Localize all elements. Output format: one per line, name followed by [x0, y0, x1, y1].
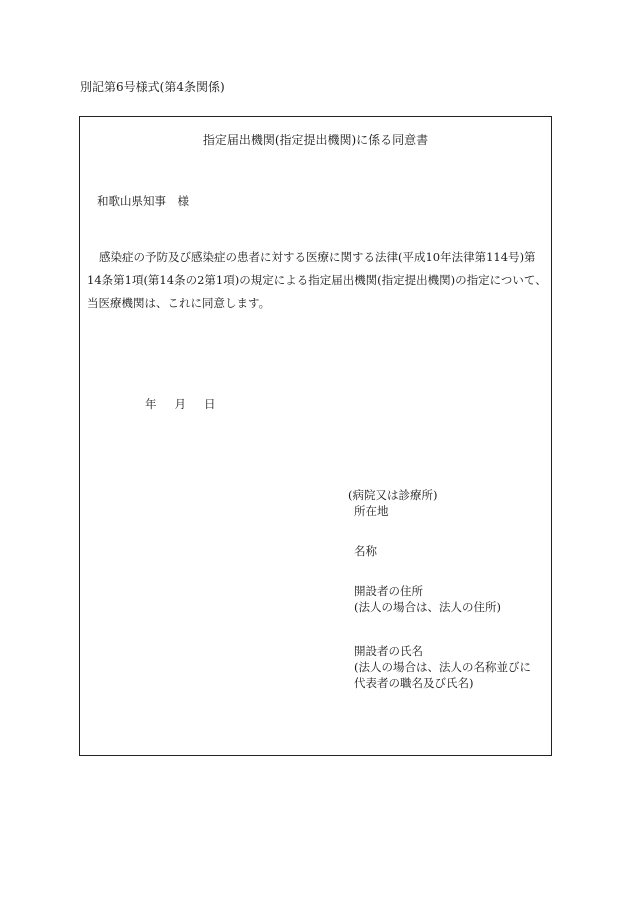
form-number-label: 別記第6号様式(第4条関係)	[80, 80, 225, 94]
consent-body-text: 感染症の予防及び感染症の患者に対する医療に関する法律(平成10年法律第114号)第14条第1項(第14条の2第1項)の規定による指定届出機関(指定提出機関)の指定について、当医療機関は、これに同意します。	[87, 250, 547, 310]
date-line	[145, 397, 216, 411]
founder-name-label: 開設者の氏名	[354, 644, 423, 658]
date-month-label: 月	[174, 397, 186, 411]
facility-category: (病院又は診療所)	[348, 488, 438, 502]
signature-block	[348, 487, 531, 691]
founder-address-note: (法人の場合は、法人の住所)	[354, 600, 501, 614]
document-title: 指定届出機関(指定提出機関)に係る同意書	[202, 133, 429, 147]
date-day-label: 日	[204, 397, 216, 411]
consent-form-frame	[79, 116, 552, 756]
founder-address-label: 開設者の住所	[354, 584, 423, 598]
facility-name-label: 名称	[354, 544, 377, 558]
addressee: 和歌山県知事 様	[97, 194, 189, 208]
founder-name-note-line1: (法人の場合は、法人の名称並びに	[354, 660, 531, 674]
date-year-label: 年	[145, 397, 157, 411]
location-label: 所在地	[354, 504, 389, 518]
founder-name-note-line2: 代表者の職名及び氏名)	[354, 676, 474, 690]
